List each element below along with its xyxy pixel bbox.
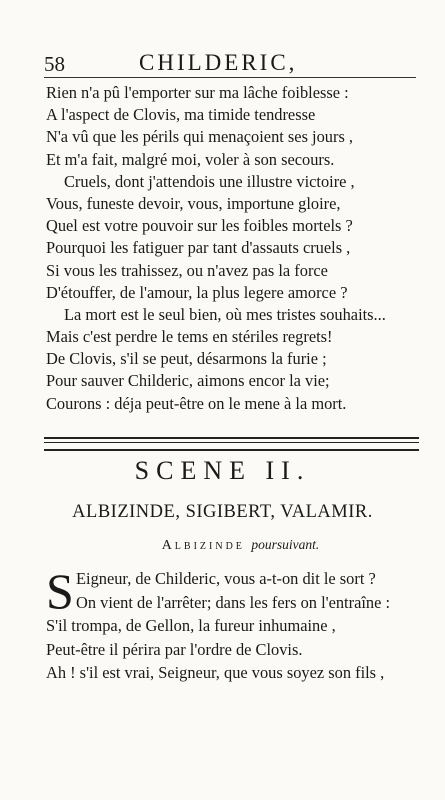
verse-line: D'étouffer, de l'amour, la plus legere amorce ? bbox=[46, 282, 348, 302]
running-head bbox=[44, 50, 414, 80]
verse-line: Quel est votre pouvoir sur les foibles mortels ? bbox=[46, 216, 353, 236]
verse-line: De Clovis, s'il se peut, désarmons la furie ; bbox=[46, 349, 327, 369]
verse-line: Et m'a fait, malgré moi, voler à son secours. bbox=[46, 149, 335, 169]
verse-line: Pourquoi les fatiguer par tant d'assauts cruels , bbox=[46, 238, 351, 258]
verse-line: A l'aspect de Clovis, ma timide tendresse bbox=[46, 105, 316, 125]
verse-line: Peut-être il périra par l'ordre de Clovis. bbox=[46, 639, 303, 659]
scene-title: SCENE II. bbox=[134, 456, 311, 485]
verse-line: N'a vû que les périls qui menaçoient ses jours , bbox=[46, 127, 354, 147]
verse-line: On vient de l'arrêter; dans les fers on l'entraîne : bbox=[76, 592, 391, 612]
verse-line: Rien n'a pû l'emporter sur ma lâche foiblesse : bbox=[46, 83, 349, 102]
verse-block-top bbox=[46, 82, 426, 415]
verse-block-bottom bbox=[46, 563, 426, 685]
drop-cap: S bbox=[46, 563, 74, 619]
verse-line: Ah ! s'il est vrai, Seigneur, que vous soyez son fils , bbox=[46, 663, 385, 682]
head-rule bbox=[44, 77, 416, 78]
verse-line: Eigneur, de Childeric, vous a-t-on dit le sort ? bbox=[76, 569, 376, 588]
scene-divider bbox=[44, 437, 419, 451]
running-title: CHILDERIC, bbox=[139, 50, 298, 75]
verse-line: Si vous les trahissez, ou n'avez pas la force bbox=[46, 260, 328, 280]
stage-direction: poursuivant. bbox=[251, 537, 320, 552]
verse-line: Mais c'est perdre le tems en stériles regrets! bbox=[46, 327, 333, 347]
verse-line: Pour sauver Childeric, aimons encor la vie; bbox=[46, 371, 330, 391]
verse-line: S'il trompa, de Gellon, la fureur inhumaine , bbox=[46, 616, 336, 635]
page-number: 58 bbox=[44, 52, 65, 76]
speaker-name: Albizinde bbox=[161, 538, 245, 553]
verse-line: Courons : déja peut-être on le mene à la mort. bbox=[46, 393, 347, 413]
verse-line: La mort est le seul bien, où mes tristes souhaits... bbox=[64, 304, 386, 324]
verse-line: Cruels, dont j'attendois une illustre victoire , bbox=[64, 171, 355, 191]
scene-characters: ALBIZINDE, SIGIBERT, VALAMIR. bbox=[72, 502, 373, 522]
speaker-line bbox=[18, 537, 445, 554]
verse-line: Vous, funeste devoir, vous, importune gloire, bbox=[46, 193, 341, 213]
